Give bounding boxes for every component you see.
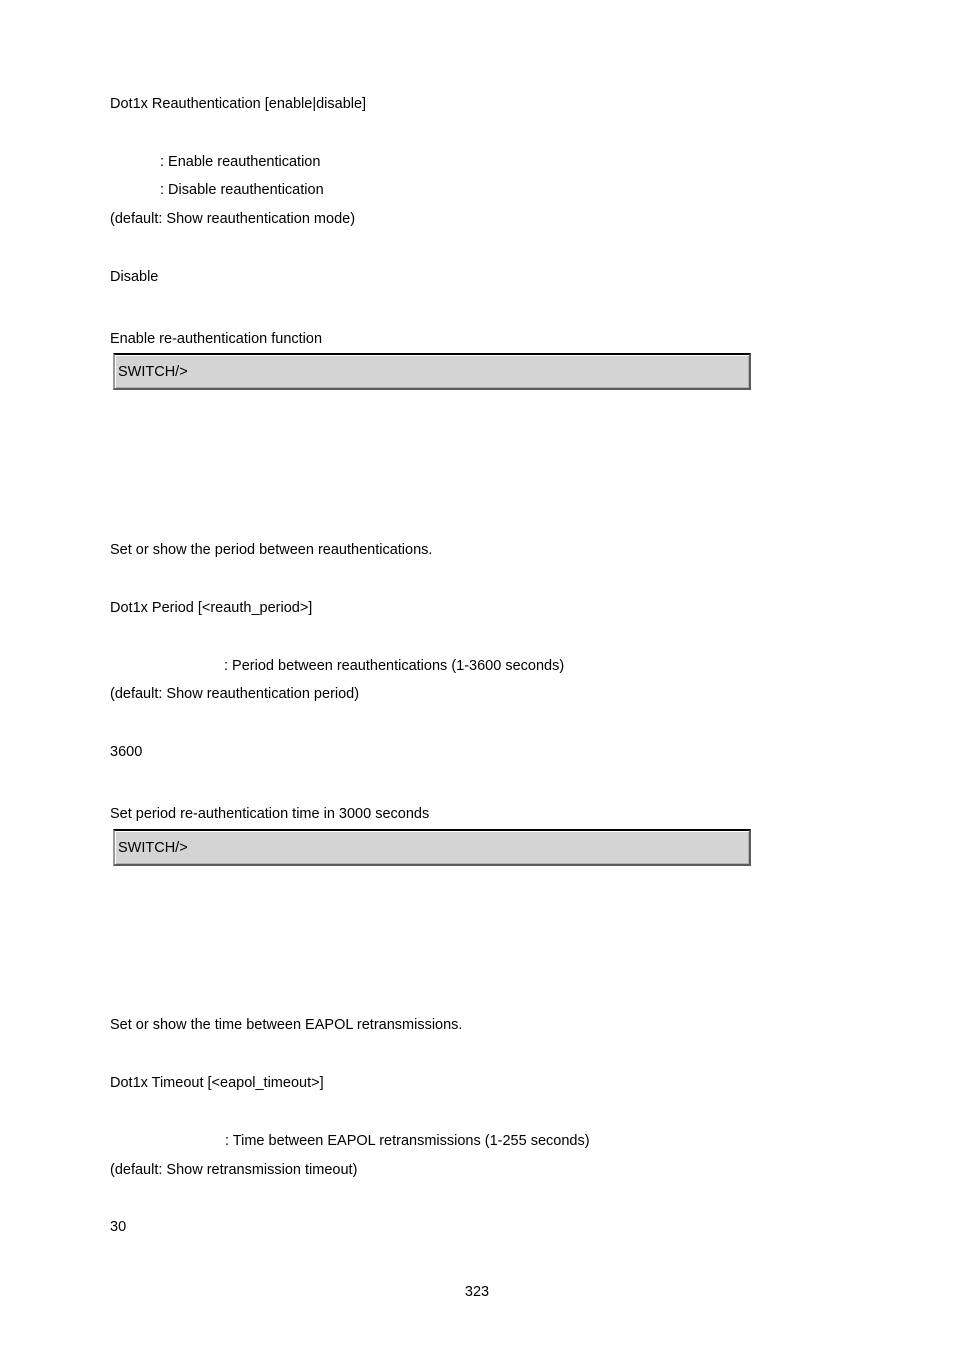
reauth-factory-default: Disable bbox=[110, 269, 159, 285]
reauth-example-desc: Enable re-authentication function bbox=[110, 331, 323, 347]
timeout-description: Set or show the time between EAPOL retransmissions. bbox=[110, 1017, 463, 1033]
console-prompt: SWITCH/> bbox=[118, 364, 188, 380]
reauth-default-note: (default: Show reauthentication mode) bbox=[110, 211, 356, 227]
reauth-param-disable: : Disable reauthentication bbox=[160, 182, 324, 198]
console-prompt: SWITCH/> bbox=[118, 840, 188, 856]
period-description: Set or show the period between reauthentications. bbox=[110, 542, 433, 558]
timeout-syntax: Dot1x Timeout [<eapol_timeout>] bbox=[110, 1075, 324, 1091]
timeout-default-note: (default: Show retransmission timeout) bbox=[110, 1162, 358, 1178]
period-param: : Period between reauthentications (1-3600 seconds) bbox=[224, 658, 565, 674]
period-example-console bbox=[113, 829, 751, 866]
period-syntax: Dot1x Period [<reauth_period>] bbox=[110, 600, 313, 616]
reauth-syntax: Dot1x Reauthentication [enable|disable] bbox=[110, 96, 367, 112]
timeout-factory-default: 30 bbox=[110, 1219, 127, 1235]
reauth-example-console bbox=[113, 353, 751, 390]
period-example-desc: Set period re-authentication time in 3000 seconds bbox=[110, 806, 430, 822]
page-number: 323 bbox=[464, 1284, 490, 1300]
reauth-param-enable: : Enable reauthentication bbox=[160, 154, 321, 170]
timeout-param: : Time between EAPOL retransmissions (1-255 seconds) bbox=[225, 1133, 590, 1149]
period-factory-default: 3600 bbox=[110, 744, 143, 760]
period-default-note: (default: Show reauthentication period) bbox=[110, 686, 360, 702]
